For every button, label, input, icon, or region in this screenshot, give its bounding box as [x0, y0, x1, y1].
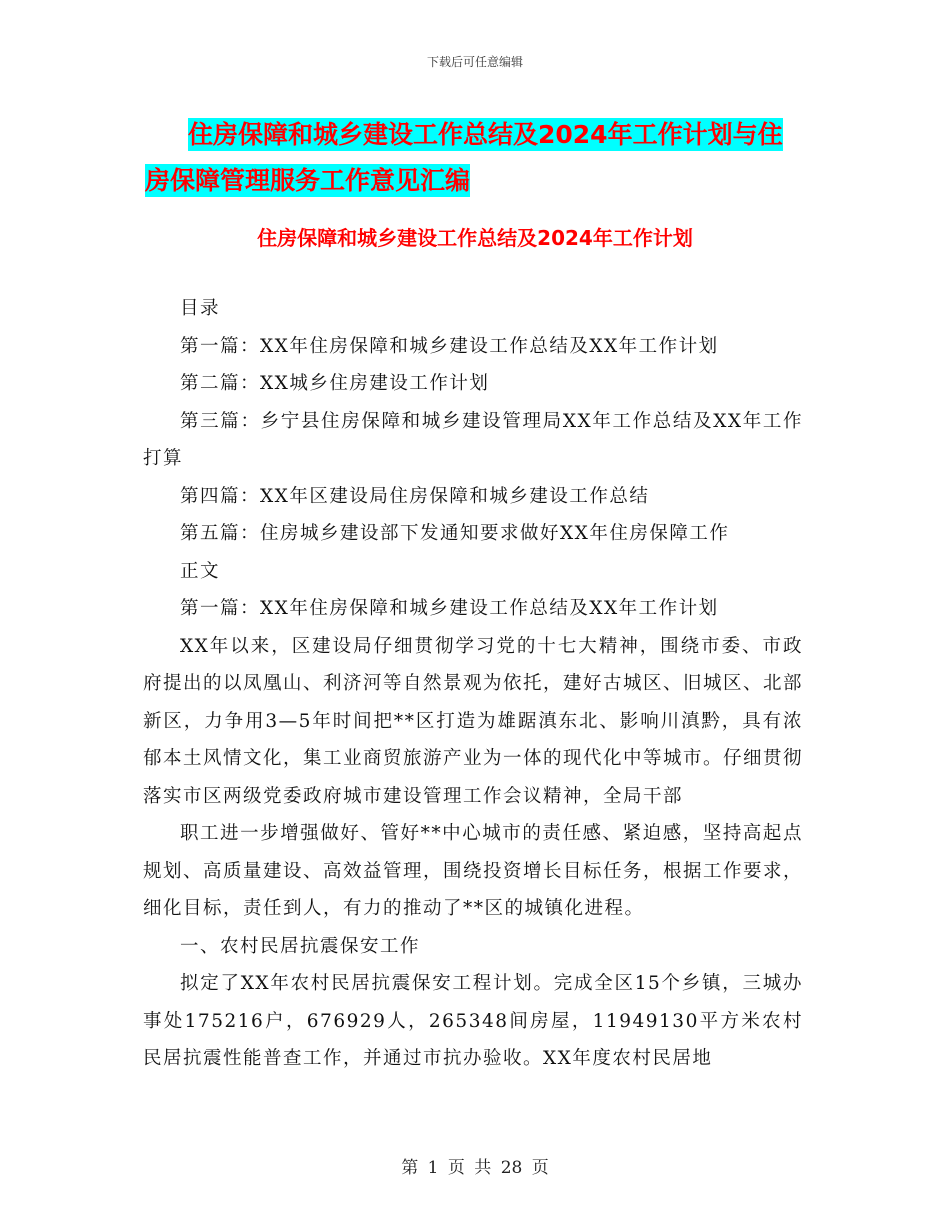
document-body	[143, 290, 803, 1078]
paragraph-2: 职工进一步增强做好、管好**中心城市的责任感、紧迫感，坚持高起点规划、高质量建设、高效益管理，围绕投资增长目标任务，根据工作要求，细化目标，责任到人，有力的推动了**区的城镇化进程。	[143, 823, 804, 919]
document-title	[145, 112, 815, 204]
page-number: 第 1 页 共 28 页	[401, 1158, 549, 1178]
toc-item-5: 第五篇：住房城乡建设部下发通知要求做好XX年住房保障工作	[180, 523, 730, 544]
chapter-1-heading: 第一篇：XX年住房保障和城乡建设工作总结及XX年工作计划	[180, 598, 719, 619]
body-heading: 正文	[180, 560, 221, 582]
toc-heading: 目录	[180, 298, 221, 319]
section-1-heading: 一、农村民居抗震保安工作	[180, 935, 421, 957]
toc-item-1: 第一篇：XX年住房保障和城乡建设工作总结及XX年工作计划	[180, 335, 719, 357]
paragraph-1: XX年以来，区建设局仔细贯彻学习党的十七大精神，围绕市委、市政府提出的以凤凰山、利济河等自然景观为依托，建好古城区、旧城区、北部新区，力争用3—5年时间把**区打造为雄踞滇东北、影响川滇黔，具有浓郁本土风情文化，集工业商贸旅游产业为一体的现代化中等城市。仔细贯彻落实市区两级党委政府城市建设管理工作会议精神，全局干部	[143, 635, 804, 807]
document-subtitle: 住房保障和城乡建设工作总结及2024年工作计划	[257, 226, 693, 250]
header-note: 下载后可任意编辑	[426, 55, 523, 69]
toc-item-4: 第四篇：XX年区建设局住房保障和城乡建设工作总结	[180, 485, 650, 507]
title-line-1-text: 住房保障和城乡建设工作总结及2024年工作计划与住	[188, 120, 783, 149]
title-line-1	[145, 112, 815, 158]
title-line-2-text: 房保障管理服务工作意见汇编	[145, 166, 471, 195]
toc-item-2: 第二篇：XX城乡住房建设工作计划	[180, 373, 490, 394]
title-line-2	[145, 158, 815, 204]
toc-item-3: 第三篇：乡宁县住房保障和城乡建设管理局XX年工作总结及XX年工作打算	[143, 410, 803, 469]
paragraph-3: 拟定了XX年农村民居抗震保安工程计划。完成全区15个乡镇，三城办事处175216户，676929人，265348间房屋，11949130平方米农村民居抗震性能普查工作，并通过市抗办验收。XX年度农村民居地	[143, 973, 803, 1069]
